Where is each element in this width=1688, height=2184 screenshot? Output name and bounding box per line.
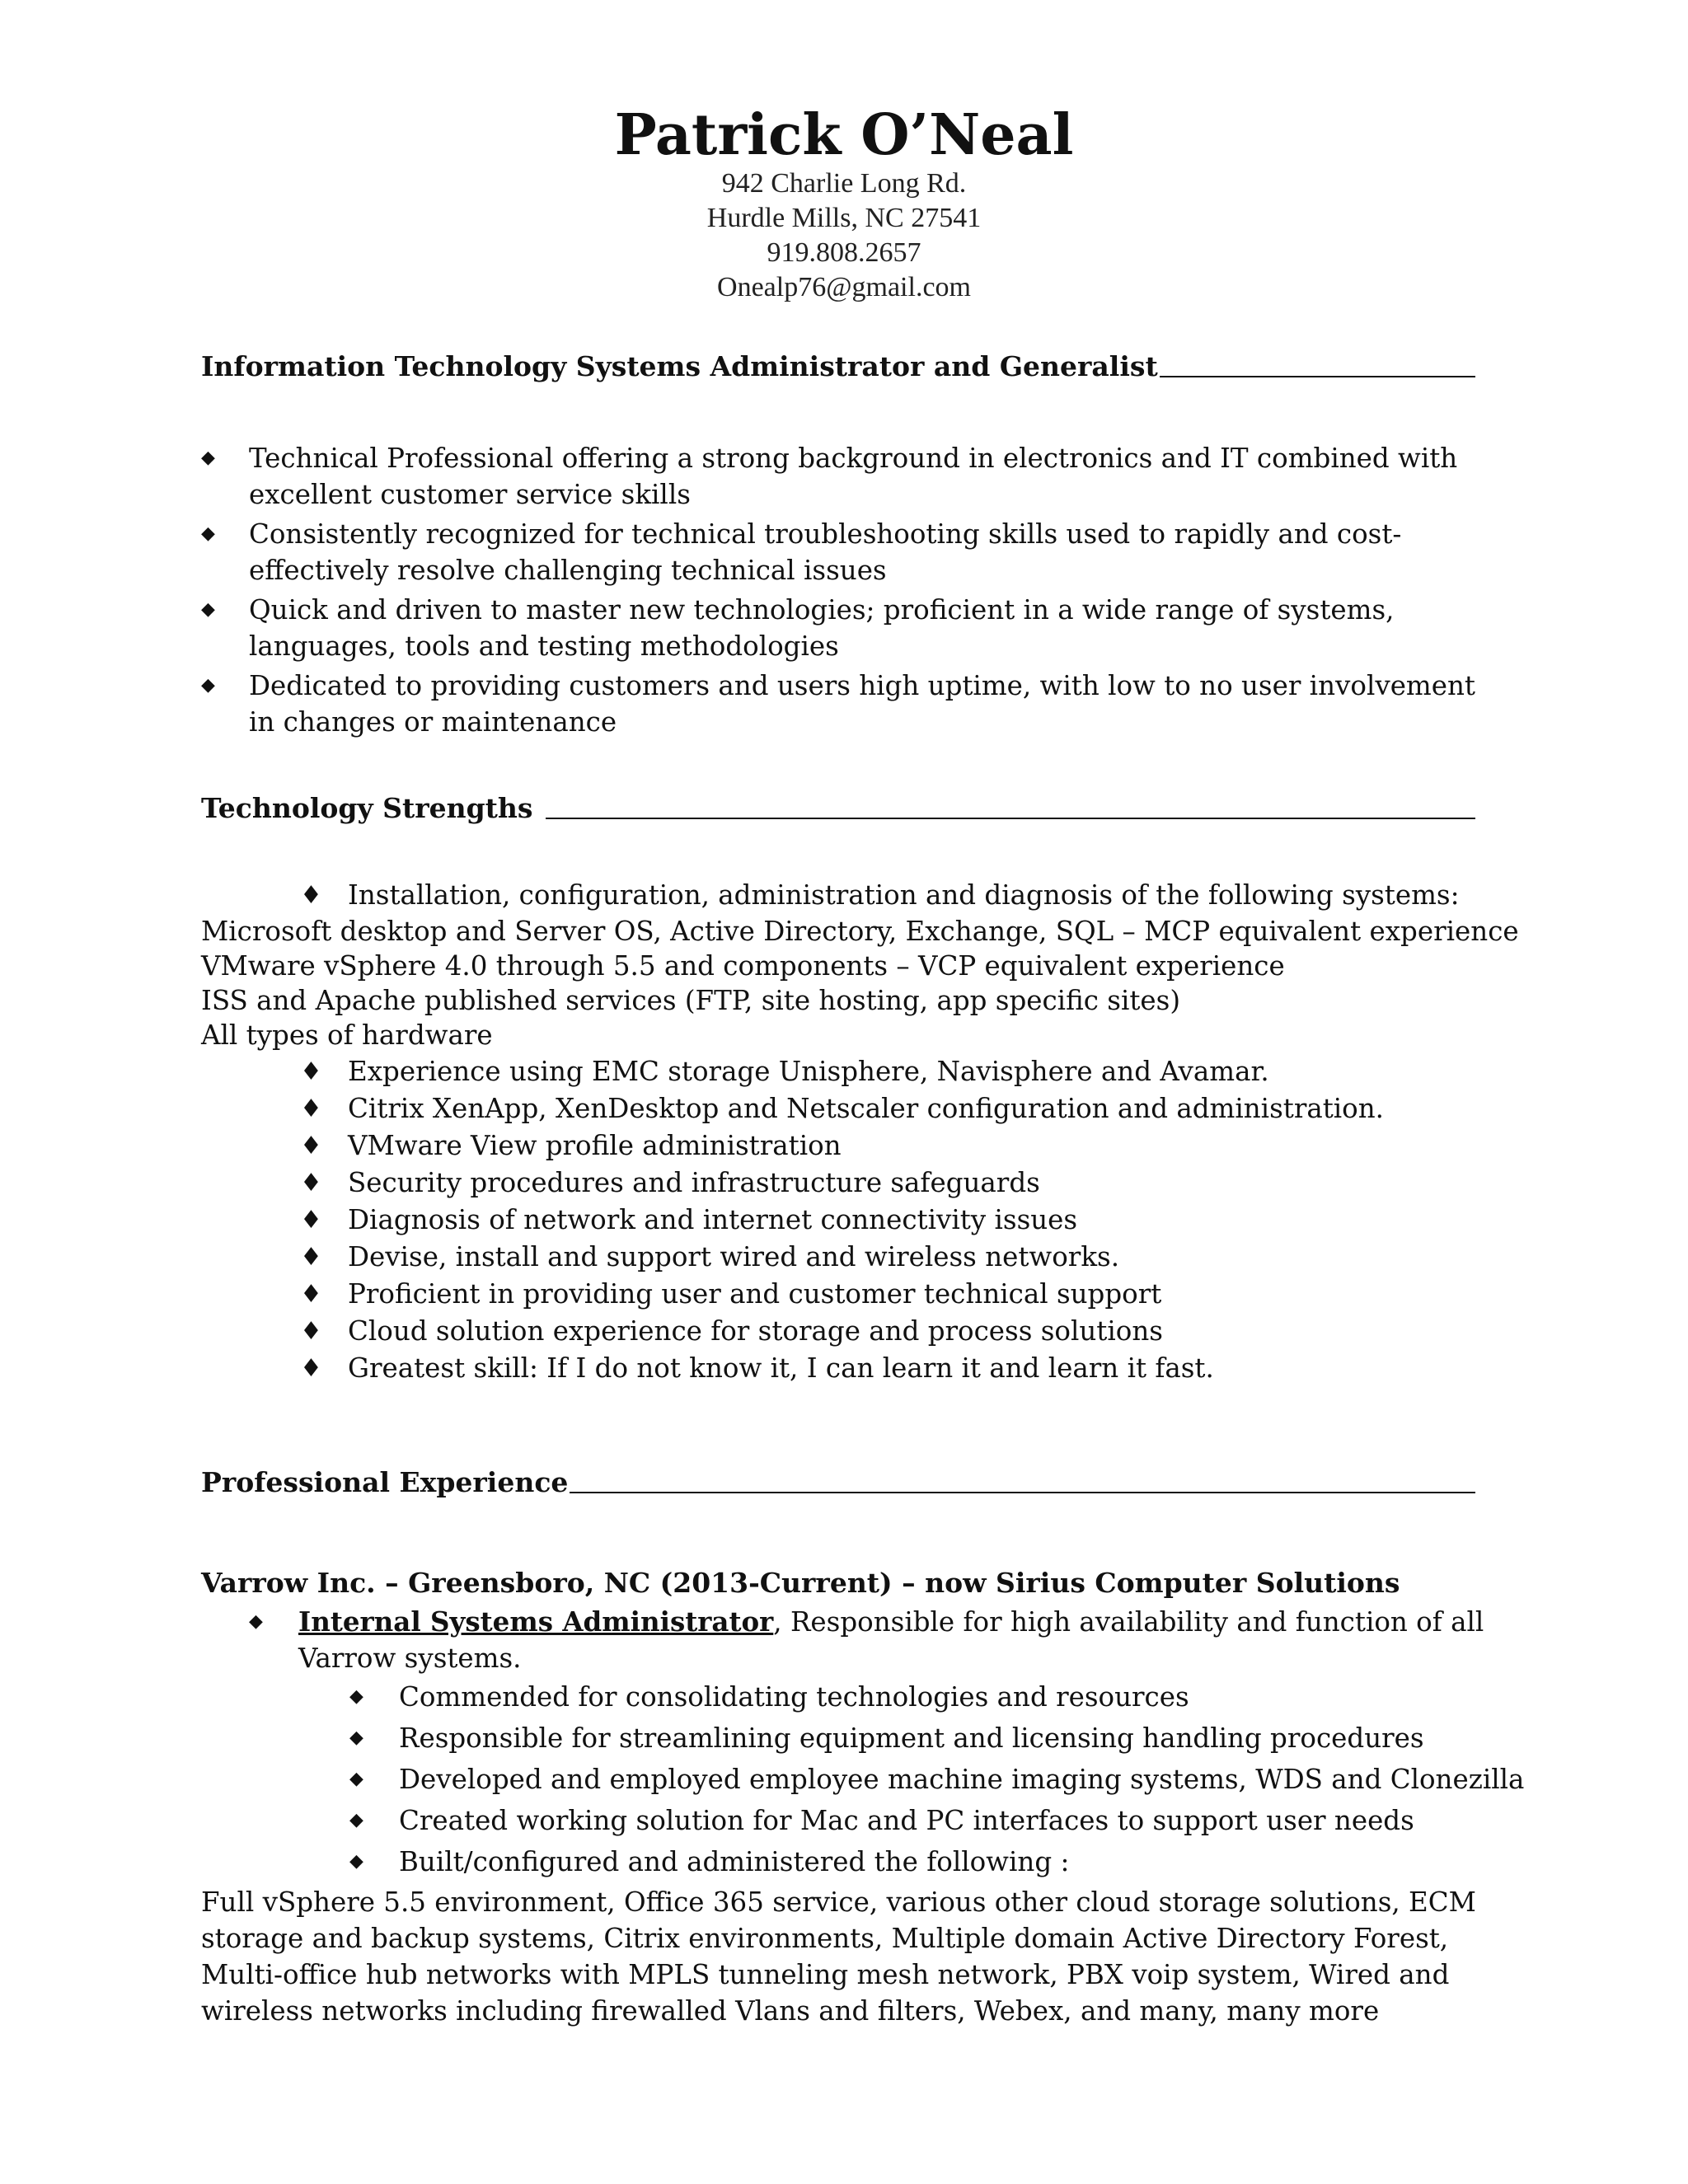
address-line-1: 942 Charlie Long Rd.: [721, 168, 967, 199]
role-description: , Responsible for high availability and function of all Varrow systems.: [298, 1606, 1484, 1674]
diamond-bullet-icon: ◆: [349, 1851, 363, 1872]
diamond-bullet-icon: ◆: [349, 1810, 363, 1830]
diamond-bullet-icon: ◆: [201, 599, 215, 620]
diamond-bullet-icon: ◆: [201, 448, 215, 468]
experience-heading: [201, 1464, 1475, 1502]
strengths-line: Microsoft desktop and Server OS, Active Directory, Exchange, SQL – MCP equivalent experience: [201, 916, 1519, 947]
diamond-bullet-icon: ◆: [349, 1769, 363, 1789]
candidate-name: Patrick O’Neal: [614, 102, 1074, 168]
diamond-bullet-icon: ♦: [300, 1206, 322, 1235]
strengths-item: ♦ VMware View profile administration: [300, 1127, 1536, 1165]
heading-rule: [546, 818, 1475, 819]
diamond-bullet-icon: ◆: [249, 1611, 263, 1632]
strengths-heading: [201, 790, 1475, 827]
strengths-item: ♦ Devise, install and support wired and wireless networks.: [300, 1239, 1536, 1276]
diamond-bullet-icon: ♦: [300, 881, 322, 910]
strengths-intro: ♦ Installation, configuration, administration and diagnosis of the following systems:: [300, 877, 1536, 914]
diamond-bullet-icon: ♦: [300, 1132, 322, 1160]
strengths-item: ♦ Diagnosis of network and internet connectivity issues: [300, 1202, 1536, 1239]
strengths-heading-text: Technology Strengths: [201, 792, 533, 824]
summary-heading-text: Information Technology Systems Administrator and Generalist: [201, 350, 1158, 382]
heading-rule: [570, 1492, 1475, 1493]
strengths-item: ♦ Security procedures and infrastructure safeguards: [300, 1165, 1536, 1202]
strengths-item: ♦ Proficient in providing user and customer technical support: [300, 1276, 1536, 1313]
experience-item: ◆ Commended for consolidating technologies and resources: [349, 1676, 1520, 1718]
experience-item: ◆ Created working solution for Mac and PC interfaces to support user needs: [349, 1800, 1520, 1841]
diamond-bullet-icon: ◆: [349, 1686, 363, 1707]
experience-item: ◆ Responsible for streamlining equipment and licensing handling procedures: [349, 1718, 1520, 1759]
diamond-bullet-icon: ♦: [300, 1057, 322, 1086]
resume-page: Patrick O’Neal 942 Charlie Long Rd. Hurdle Mills, NC 27541 919.808.2657 Onealp76@gmail.com Information Technology Systems Administrator and Generalist ◆ Technical Professional offering a strong background in electronics and IT combined with excellent customer service skills ◆ Consistently recognized for technical troubleshooting skills used to rapidly and cost-effectively resolve challenging technical issues ◆ Quick and driven to master new technologies; proficient in a wide range of systems, languages, tools and testing methodologies ◆ Dedicated to providing customers and users high uptime, with low to no user involvement in changes or maintenance Technology Strengths ♦ Installation, configuration, administration and diagnosis of the following systems: Microsoft desktop and Server OS, Active Directory, Exchange, SQL – MCP equivalent experience VMware vSphere 4.0 through 5.5 and components – VCP equivalent experience ISS and Apache published services (FTP, site hosting, app specific sites) All types of hardware ♦ Experience using EMC storage Unisphere, Navisphere and Avamar. ♦ Citrix XenApp, XenDesktop and Netscaler configuration and administration. ♦ VMware View profile administration ♦ Security procedures and infrastructure safeguards ♦ Diagnosis of network and internet connectivity issues ♦ Devise, install and support wired and wireless networks. ♦ Proficient in providing user and customer technical support ♦ Cloud solution experience for storage and process solutions ♦ Greatest skill: If I do not know it, I can learn it and learn it fast. Professional Experience Varrow Inc. – Greensboro, NC (2013-Current) – now Sirius Computer Solutions ◆ Internal Systems Administrator, Responsible for high availability and function of all Varrow systems. ◆ Commended for consolidating technologies and resources ◆ Responsible for streamlining equipment and licensing handling procedures ◆ Developed and employed employee machine imaging systems, WDS and Clonezilla ◆ Created working solution for Mac and PC interfaces to support user needs ◆ Built/configured and administered the following : Full vSphere 5.5 environment, Office 365 service, various other cloud storage solutions, ECM storage and backup systems, Citrix environments, Multiple domain Active Directory Forest, Multi-office hub networks with MPLS tunneling mesh network, PBX voip system, Wired and wireless networks including firewalled Vlans and filters, Webex, and many, many more: [0, 0, 1688, 2184]
role-title: Internal Systems Administrator: [298, 1605, 774, 1638]
diamond-bullet-icon: ♦: [300, 1094, 322, 1123]
diamond-bullet-icon: ◆: [349, 1727, 363, 1748]
email-address: Onealp76@gmail.com: [717, 272, 971, 302]
strengths-line: VMware vSphere 4.0 through 5.5 and components – VCP equivalent experience: [201, 950, 1285, 982]
experience-item: ◆ Developed and employed employee machine imaging systems, WDS and Clonezilla: [349, 1759, 1520, 1800]
role-text: [298, 1604, 1502, 1676]
contact-block: [0, 166, 1688, 305]
strengths-item: ♦ Citrix XenApp, XenDesktop and Netscaler configuration and administration.: [300, 1090, 1536, 1127]
strengths-item: ♦ Experience using EMC storage Unisphere, Navisphere and Avamar.: [300, 1053, 1536, 1090]
summary-heading: [201, 348, 1475, 386]
strengths-item: ♦ Cloud solution experience for storage and process solutions: [300, 1313, 1536, 1350]
address-line-2: Hurdle Mills, NC 27541: [706, 203, 982, 233]
diamond-bullet-icon: ♦: [300, 1354, 322, 1383]
diamond-bullet-icon: ♦: [300, 1169, 322, 1197]
strengths-item: ♦ Greatest skill: If I do not know it, I can learn it and learn it fast.: [300, 1350, 1536, 1387]
experience-heading-text: Professional Experience: [201, 1466, 569, 1498]
diamond-bullet-icon: ◆: [201, 675, 215, 696]
diamond-bullet-icon: ♦: [300, 1280, 322, 1309]
experience-paragraph: Full vSphere 5.5 environment, Office 365 service, various other cloud storage solutions, ECM storage and backup systems, Citrix environments, Multiple domain Active Directory Forest, Multi-office hub networks with MPLS tunneling mesh network, PBX voip system, Wired and wireless networks including firewalled Vlans and filters, Webex, and many, many more: [201, 1886, 1476, 2027]
heading-rule: [1160, 376, 1475, 377]
experience-item: ◆ Built/configured and administered the following :: [349, 1841, 1520, 1882]
diamond-bullet-icon: ♦: [300, 1317, 322, 1346]
job-title: Varrow Inc. – Greensboro, NC (2013-Current) – now Sirius Computer Solutions: [201, 1567, 1400, 1599]
phone-number: 919.808.2657: [767, 237, 921, 268]
diamond-bullet-icon: ◆: [201, 523, 215, 544]
strengths-line: ISS and Apache published services (FTP, site hosting, app specific sites): [201, 985, 1181, 1016]
strengths-line: All types of hardware: [201, 1019, 493, 1051]
diamond-bullet-icon: ♦: [300, 1243, 322, 1272]
